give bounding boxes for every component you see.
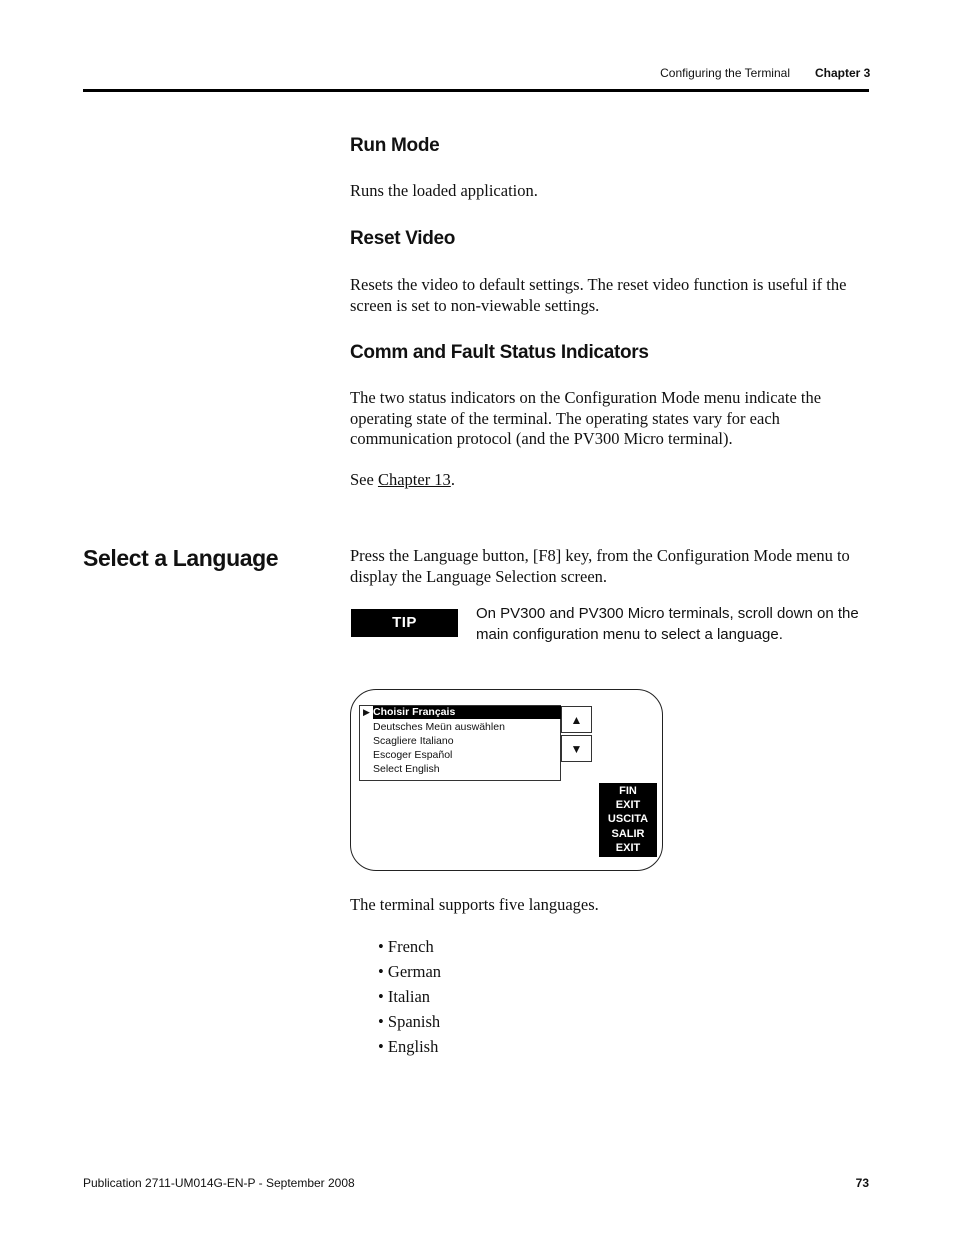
footer-publication: Publication 2711-UM014G-EN-P - September 2008 <box>83 1176 355 1190</box>
tip-text: On PV300 and PV300 Micro terminals, scroll down on the main configuration menu to select a language. <box>476 605 859 643</box>
tip-badge: TIP <box>351 609 458 637</box>
language-item-italian[interactable]: Scagliere Italiano <box>373 734 454 747</box>
exit-label-italian: USCITA <box>607 813 649 826</box>
exit-label-english: EXIT <box>615 841 641 854</box>
comm-fault-text: The two status indicators on the Configuration Mode menu indicate the operating state of the terminal. The operating states vary for each communication protocol (and the PV300 Micro terminal). <box>350 388 822 448</box>
page-number: 73 <box>855 1176 869 1190</box>
supports-text: The terminal supports five languages. <box>350 895 599 914</box>
scroll-down-button[interactable]: ▼ <box>561 735 592 762</box>
see-suffix: . <box>450 470 455 489</box>
bullet-italian: • Italian <box>378 987 431 1006</box>
language-bullet-list <box>378 934 441 1059</box>
running-header-section: Configuring the Terminal <box>660 66 790 80</box>
heading-reset-video: Reset Video <box>350 228 456 249</box>
heading-comm-fault: Comm and Fault Status Indicators <box>350 342 649 363</box>
heading-run-mode: Run Mode <box>350 135 440 156</box>
selection-pointer-icon: ▶ <box>363 707 370 717</box>
language-item-english[interactable]: Select English <box>373 762 440 775</box>
heading-select-language: Select a Language <box>83 545 279 571</box>
language-item-spanish[interactable]: Escoger Español <box>373 748 453 761</box>
language-item-german[interactable]: Deutsches Meün auswählen <box>373 720 505 733</box>
header-rule <box>83 89 869 92</box>
run-mode-text: Runs the loaded application. <box>350 181 538 200</box>
bullet-spanish: • Spanish <box>378 1012 441 1031</box>
see-prefix: See <box>350 470 378 489</box>
exit-label-french: FIN <box>619 785 637 797</box>
bullet-english: • English <box>378 1037 439 1056</box>
scroll-up-button[interactable]: ▲ <box>561 706 592 733</box>
bullet-french: • French <box>378 937 434 956</box>
reset-video-text: Resets the video to default settings. The reset video function is useful if the screen is set to non-viewable settings. <box>350 275 847 315</box>
exit-button[interactable] <box>599 783 657 857</box>
language-item-french[interactable]: Choisir Français <box>373 706 561 719</box>
exit-label-german: EXIT <box>615 799 641 812</box>
see-chapter-line <box>350 470 870 491</box>
exit-label-spanish: SALIR <box>611 827 645 840</box>
select-language-intro: Press the Language button, [F8] key, from the Configuration Mode menu to display the Language Selection screen. <box>350 546 850 586</box>
chapter-13-link[interactable]: Chapter 13 <box>377 470 451 489</box>
bullet-german: • German <box>378 962 442 981</box>
running-header-chapter: Chapter 3 <box>815 66 871 80</box>
language-list <box>359 705 561 781</box>
